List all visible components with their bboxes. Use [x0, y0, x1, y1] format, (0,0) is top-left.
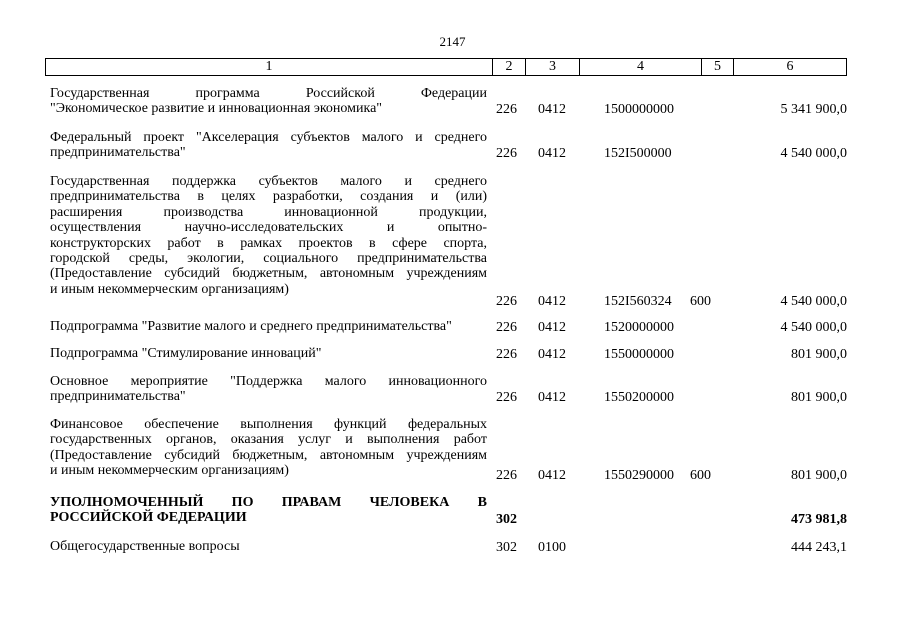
row-admin-code: 302: [496, 539, 517, 555]
row-expense-type: 600: [690, 467, 711, 483]
row-section-code: 0412: [538, 293, 566, 309]
table-row: [50, 346, 847, 362]
row-name-line: расширения производства инновационной продукции,: [50, 204, 487, 220]
row-name: [50, 346, 487, 361]
table-row: [50, 319, 847, 335]
row-section-code: 0412: [538, 467, 566, 483]
header-col-4: 4: [579, 59, 701, 75]
table-header: [45, 58, 847, 76]
header-col-5: 5: [701, 59, 733, 75]
table-row: [50, 174, 847, 309]
row-section-code: 0412: [538, 389, 566, 405]
row-name: [50, 417, 487, 479]
row-name-line: государственных органов, оказания услуг и выполнения работ: [50, 432, 487, 448]
row-name-line: РОССИЙСКОЙ ФЕДЕРАЦИИ: [50, 510, 247, 526]
row-name-line: и иным некоммерческим организациям): [50, 281, 289, 297]
row-section-code: 0100: [538, 539, 566, 555]
row-name-line: предпринимательства в целях разработки, создания и (или): [50, 189, 487, 205]
table-row: [50, 130, 847, 161]
row-name: [50, 539, 487, 554]
row-name-line: УПОЛНОМОЧЕННЫЙ ПО ПРАВАМ ЧЕЛОВЕКА В: [50, 495, 487, 510]
row-expense-type: 600: [690, 293, 711, 309]
row-name-line: (Предоставление субсидий бюджетным, автономным учреждениям: [50, 447, 487, 463]
row-name-line: "Экономическое развитие и инновационная экономика": [50, 101, 383, 117]
page-number: 2147: [439, 34, 466, 49]
row-amount: 801 900,0: [791, 389, 847, 405]
header-col-2: 2: [492, 59, 525, 75]
header-col-1: 1: [265, 59, 273, 74]
row-name: [50, 495, 487, 526]
row-admin-code: 226: [496, 346, 517, 362]
row-target-code: 152I560324: [604, 293, 672, 309]
row-name-line: городской среды, экологии, социального предпринимательства: [50, 251, 487, 267]
row-name: [50, 174, 487, 297]
row-name-line: Общегосударственные вопросы: [50, 539, 240, 554]
row-name: [50, 319, 487, 334]
row-amount: 5 341 900,0: [780, 101, 847, 117]
row-name-line: Основное мероприятие "Поддержка малого инновационного: [50, 374, 487, 389]
table-row: [50, 374, 847, 405]
header-col-6: 6: [733, 59, 846, 75]
row-admin-code: 226: [496, 389, 517, 405]
row-name: [50, 130, 487, 161]
row-target-code: 1550290000: [604, 467, 674, 483]
row-name-line: предпринимательства": [50, 145, 186, 161]
row-admin-code: 226: [496, 293, 517, 309]
row-admin-code: 226: [496, 319, 517, 335]
row-amount: 801 900,0: [791, 346, 847, 362]
row-name-line: Федеральный проект "Акселерация субъектов малого и среднего: [50, 130, 487, 145]
row-name: [50, 374, 487, 405]
row-name-line: Государственная поддержка субъектов малого и среднего: [50, 174, 487, 189]
row-section-code: 0412: [538, 101, 566, 117]
row-name-line: и иным некоммерческим организациям): [50, 463, 289, 479]
row-amount: 473 981,8: [791, 511, 847, 527]
row-name: [50, 86, 487, 117]
row-name-line: Подпрограмма "Развитие малого и среднего предпринимательства": [50, 319, 452, 334]
row-admin-code: 226: [496, 145, 517, 161]
row-target-code: 152I500000: [604, 145, 672, 161]
table-row: [50, 495, 847, 527]
row-target-code: 1520000000: [604, 319, 674, 335]
header-col-3: 3: [525, 59, 579, 75]
table-row: [50, 539, 847, 555]
row-admin-code: 302: [496, 511, 517, 527]
row-admin-code: 226: [496, 101, 517, 117]
row-amount: 801 900,0: [791, 467, 847, 483]
row-section-code: 0412: [538, 145, 566, 161]
row-section-code: 0412: [538, 346, 566, 362]
row-section-code: 0412: [538, 319, 566, 335]
row-amount: 4 540 000,0: [780, 293, 847, 309]
row-name-line: конструкторских работ в рамках проектов в сфере спорта,: [50, 235, 487, 251]
row-name-line: Подпрограмма "Стимулирование инноваций": [50, 346, 322, 361]
row-amount: 444 243,1: [791, 539, 847, 555]
row-amount: 4 540 000,0: [780, 319, 847, 335]
row-name-line: (Предоставление субсидий бюджетным, автономным учреждениям: [50, 266, 487, 282]
table-row: [50, 86, 847, 117]
row-target-code: 1550200000: [604, 389, 674, 405]
row-name-line: Финансовое обеспечение выполнения функций федеральных: [50, 417, 487, 432]
row-amount: 4 540 000,0: [780, 145, 847, 161]
table-row: [50, 417, 847, 483]
row-target-code: 1550000000: [604, 346, 674, 362]
row-name-line: осуществления научно-исследовательских и опытно-: [50, 220, 487, 236]
row-admin-code: 226: [496, 467, 517, 483]
row-name-line: Государственная программа Российской Федерации: [50, 86, 487, 101]
row-name-line: предпринимательства": [50, 389, 186, 405]
row-target-code: 1500000000: [604, 101, 674, 117]
